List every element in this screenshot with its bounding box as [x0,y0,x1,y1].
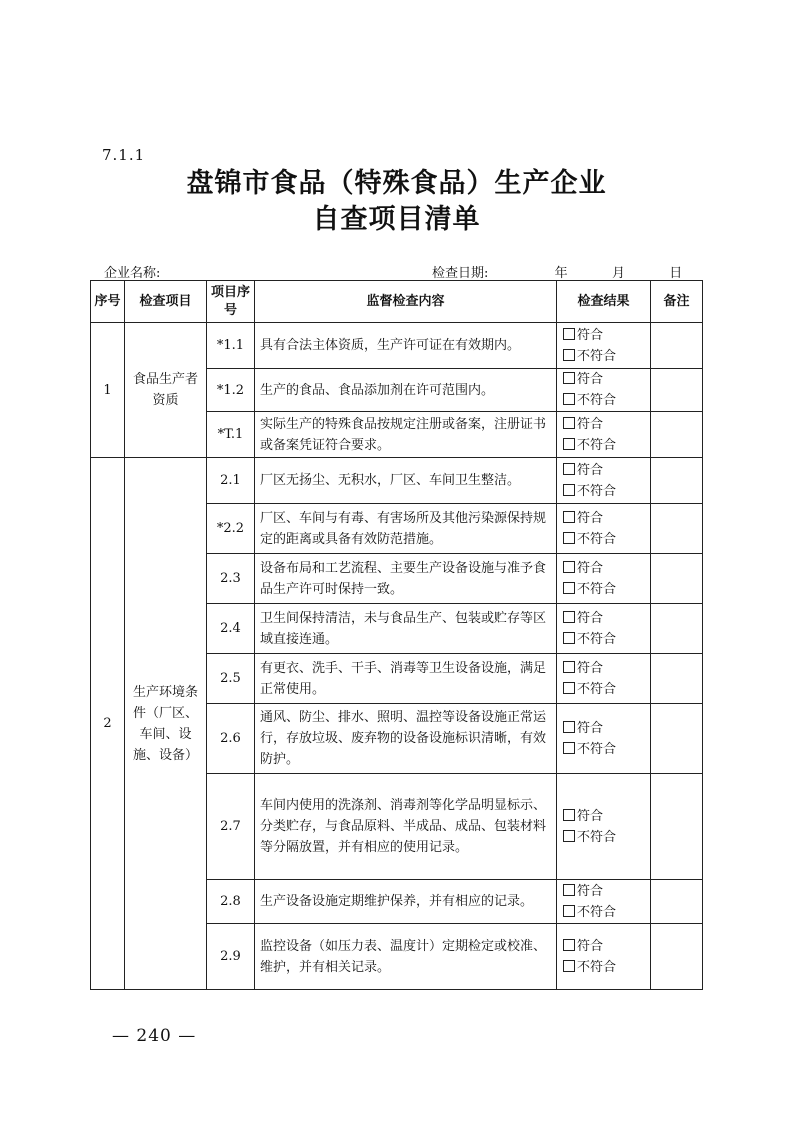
result-cell [557,924,651,990]
section-number: 7.1.1 [102,146,146,164]
header-content: 监督检查内容 [255,281,557,323]
note-cell[interactable] [651,604,703,654]
fail-option[interactable] [563,739,646,760]
note-cell[interactable] [651,504,703,554]
fail-label: 不符合 [577,631,617,647]
item-number-cell: *T.1 [207,412,255,458]
header-result: 检查结果 [557,281,651,323]
checkbox-icon[interactable] [563,532,575,544]
result-cell [557,323,651,369]
fail-option[interactable] [563,346,646,367]
fail-option[interactable] [563,390,646,411]
group-seq-cell: 1 [91,323,125,458]
note-cell[interactable] [651,654,703,704]
inspection-content-cell: 厂区、车间与有毒、有害场所及其他污染源保持规定的距离或具备有效防范措施。 [255,504,557,554]
inspection-content-cell: 车间内使用的洗涤剂、消毒剂等化学品明显标示、分类贮存，与食品原料、半成品、成品、包装材料等分隔放置，并有相应的使用记录。 [255,774,557,880]
checkbox-icon[interactable] [563,582,575,594]
pass-label: 符合 [577,560,604,576]
checkbox-icon[interactable] [563,561,575,573]
checkbox-icon[interactable] [563,682,575,694]
pass-option[interactable] [563,508,646,529]
checkbox-icon[interactable] [563,349,575,361]
checkbox-icon[interactable] [563,417,575,429]
checkbox-icon[interactable] [563,742,575,754]
inspection-content-cell: 生产的食品、食品添加剂在许可范围内。 [255,369,557,412]
inspection-content-cell: 监控设备（如压力表、温度计）定期检定或校准、维护，并有相关记录。 [255,924,557,990]
fail-label: 不符合 [577,348,617,364]
checkbox-icon[interactable] [563,884,575,896]
result-cell [557,654,651,704]
pass-option[interactable] [563,369,646,390]
pass-option[interactable] [563,936,646,957]
checkbox-icon[interactable] [563,721,575,733]
checkbox-icon[interactable] [563,905,575,917]
fail-option[interactable] [563,827,646,848]
fail-label: 不符合 [577,531,617,547]
checkbox-icon[interactable] [563,611,575,623]
fail-label: 不符合 [577,904,617,920]
group-item-cell: 生产环境条件（厂区、车间、设施、设备） [125,458,207,990]
item-number-cell: 2.8 [207,880,255,924]
pass-label: 符合 [577,327,604,343]
pass-label: 符合 [577,510,604,526]
inspection-content-cell: 设备布局和工艺流程、主要生产设备设施与准予食品生产许可时保持一致。 [255,554,557,604]
fail-option[interactable] [563,481,646,502]
fail-option[interactable] [563,629,646,650]
item-number-cell: 2.5 [207,654,255,704]
checkbox-icon[interactable] [563,661,575,673]
pass-option[interactable] [563,558,646,579]
item-number-cell: *1.1 [207,323,255,369]
fail-option[interactable] [563,435,646,456]
checkbox-icon[interactable] [563,484,575,496]
item-number-cell: *1.2 [207,369,255,412]
pass-label: 符合 [577,660,604,676]
fail-option[interactable] [563,957,646,978]
result-cell [557,704,651,774]
note-cell[interactable] [651,412,703,458]
fail-label: 不符合 [577,393,617,408]
item-number-cell: 2.3 [207,554,255,604]
group-item-cell: 食品生产者资质 [125,323,207,458]
pass-label: 符合 [577,938,604,954]
pass-option[interactable] [563,460,646,481]
inspection-content-cell: 生产设备设施定期维护保养，并有相应的记录。 [255,880,557,924]
inspection-content-cell: 通风、防尘、排水、照明、温控等设备设施正常运行，存放垃圾、废弃物的设备设施标识清晰，有效防护。 [255,704,557,774]
result-cell [557,880,651,924]
pass-option[interactable] [563,806,646,827]
note-cell[interactable] [651,554,703,604]
note-cell[interactable] [651,774,703,880]
checkbox-icon[interactable] [563,809,575,821]
header-item: 检查项目 [125,281,207,323]
result-cell [557,369,651,412]
date-label: 检查日期: [432,266,489,281]
checkbox-icon[interactable] [563,960,575,972]
item-number-cell: 2.4 [207,604,255,654]
result-cell [557,504,651,554]
pass-label: 符合 [577,416,604,432]
result-cell [557,774,651,880]
checkbox-icon[interactable] [563,830,575,842]
note-cell[interactable] [651,880,703,924]
checkbox-icon[interactable] [563,939,575,951]
header-item-no: 项目序号 [207,281,255,323]
header-note: 备注 [651,281,703,323]
checkbox-icon[interactable] [563,393,575,405]
pass-option[interactable] [563,718,646,739]
checkbox-icon[interactable] [563,511,575,523]
result-cell [557,604,651,654]
note-cell[interactable] [651,458,703,504]
item-number-cell: 2.7 [207,774,255,880]
inspection-date-field [432,262,682,281]
fail-option[interactable] [563,679,646,700]
item-number-cell: 2.1 [207,458,255,504]
pass-label: 符合 [577,372,604,387]
fail-label: 不符合 [577,581,617,597]
fail-option[interactable] [563,902,646,923]
pass-option[interactable] [563,881,646,902]
month-label: 月 [611,266,625,281]
item-number-cell: 2.6 [207,704,255,774]
pass-label: 符合 [577,808,604,824]
fail-option[interactable] [563,529,646,550]
checkbox-icon[interactable] [563,632,575,644]
table-row [91,323,703,369]
fail-label: 不符合 [577,681,617,697]
table-row [91,458,703,504]
result-cell [557,458,651,504]
item-number-cell: *2.2 [207,504,255,554]
note-cell[interactable] [651,704,703,774]
pass-label: 符合 [577,883,604,899]
fail-label: 不符合 [577,959,617,975]
note-cell[interactable] [651,924,703,990]
fail-label: 不符合 [577,741,617,757]
document-title: 盘锦市食品（特殊食品）生产企业 [186,168,607,199]
note-cell[interactable] [651,369,703,412]
pass-option[interactable] [563,414,646,435]
document-subtitle: 自查项目清单 [312,204,481,235]
pass-label: 符合 [577,462,604,478]
pass-label: 符合 [577,610,604,626]
inspection-content-cell: 有更衣、洗手、干手、消毒等卫生设备设施，满足正常使用。 [255,654,557,704]
pass-option[interactable] [563,325,646,346]
checkbox-icon[interactable] [563,438,575,450]
inspection-content-cell: 实际生产的特殊食品按规定注册或备案，注册证书或备案凭证符合要求。 [255,412,557,458]
inspection-content-cell: 卫生间保持清洁，未与食品生产、包装或贮存等区域直接连通。 [255,604,557,654]
checkbox-icon[interactable] [563,372,575,384]
inspection-content-cell: 具有合法主体资质，生产许可证在有效期内。 [255,323,557,369]
inspection-content-cell: 厂区无扬尘、无积水，厂区、车间卫生整洁。 [255,458,557,504]
item-number-cell: 2.9 [207,924,255,990]
fail-option[interactable] [563,579,646,600]
fail-label: 不符合 [577,829,617,845]
checkbox-icon[interactable] [563,328,575,340]
pass-option[interactable] [563,658,646,679]
day-label: 日 [669,266,683,281]
group-seq-cell: 2 [91,458,125,990]
fail-label: 不符合 [577,437,617,453]
checkbox-icon[interactable] [563,463,575,475]
page-number: — 240 — [112,1026,197,1046]
checklist-table [90,280,703,990]
fail-label: 不符合 [577,483,617,499]
note-cell[interactable] [651,323,703,369]
result-cell [557,554,651,604]
company-name-label: 企业名称: [104,266,161,281]
pass-option[interactable] [563,608,646,629]
result-cell [557,412,651,458]
year-label: 年 [554,266,568,281]
pass-label: 符合 [577,720,604,736]
header-seq: 序号 [91,281,125,323]
